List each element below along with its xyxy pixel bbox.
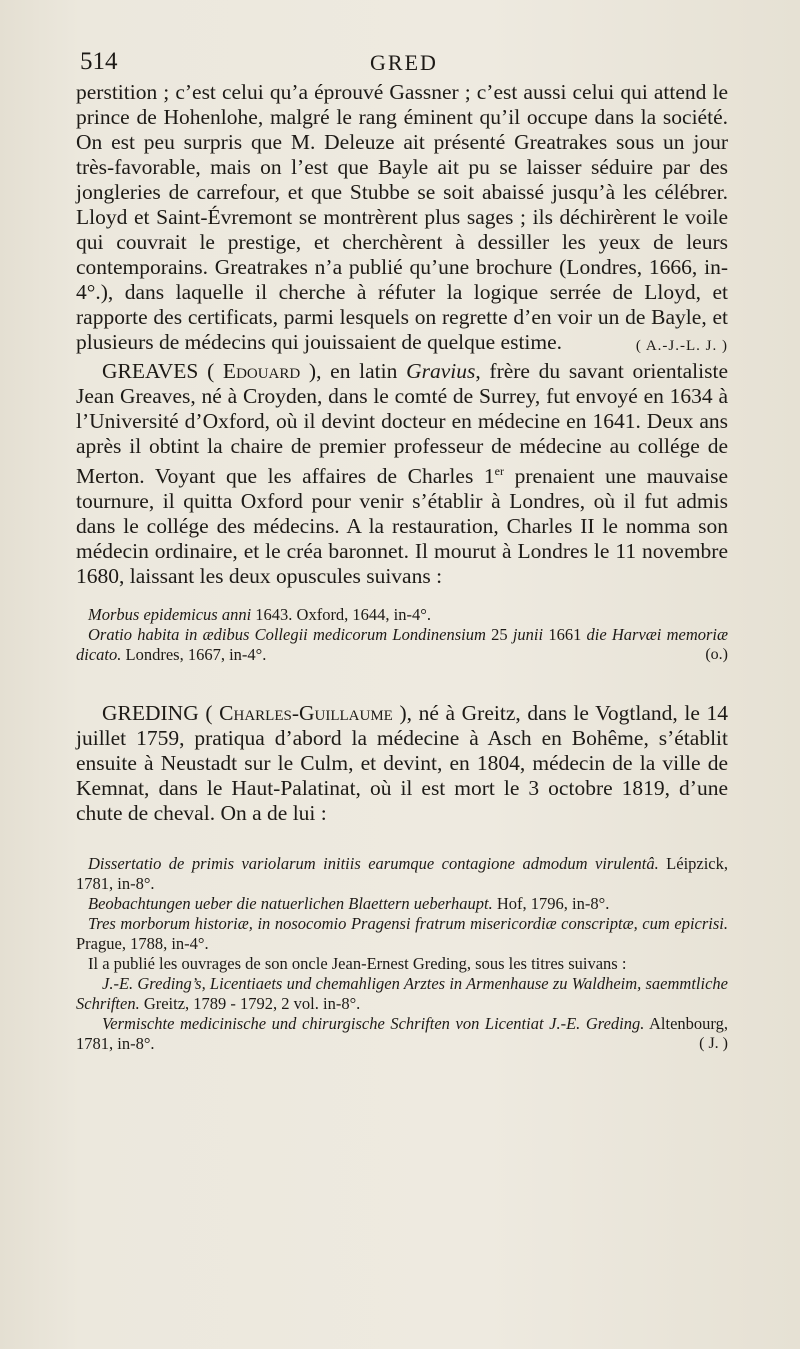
uncle-work-1 [76, 974, 728, 1014]
greding-work-1 [76, 854, 728, 894]
running-head: GRED [370, 50, 438, 75]
greaves-work-1 [76, 605, 728, 625]
greding-entry [76, 701, 728, 826]
work-title-b: junii [512, 625, 544, 645]
greaves-text-b: , frère du savant orientaliste Jean Greaves, né à Croyden, dans le comté de Surrey, fut envoyé en 1634 à l’Université d’Oxford, où il devint docteur en médecine en 1641. Deux ans après il obtint la chaire de premier professeur de médecine au collége de Merton. Voyant que les affaires de Charles 1 [76, 359, 729, 489]
greding-text: , né à Greitz, dans le Vogtland, le 14 juillet 1759, pratiqua d’abord la médecine à Asch en Bohême, s’établit ensuite à Neustadt sur le Culm, et devint, en 1804, médecin de la ville de Kemnat, dans le Haut-Palatinat, où il est mort le 3 octobre 1819, d’une chute de cheval. On a de lui : [76, 701, 728, 826]
greaves-entry [76, 359, 728, 589]
greaves-work-2 [76, 625, 728, 665]
greaves-latin-name: Gravius [406, 359, 476, 383]
work-details: Hof, 1796, in-8°. [492, 894, 610, 914]
greaves-name: GREAVES [102, 359, 199, 383]
work-details: 1643. Oxford, 1644, in-4°. [251, 605, 431, 625]
work-details-c: Londres, 1667, in-4°. [121, 645, 267, 665]
greaves-works [76, 605, 728, 665]
work-details-b: 1661 [543, 625, 587, 645]
greaves-signature: (o.) [705, 646, 728, 664]
intro-text: perstition ; c’est celui qu’a éprouvé Gassner ; c’est aussi celui qui attend le prince de Hohenlohe, malgré le rang éminent qu’il occupe dans la société. On est peu surpris que M. Deleuze ait présenté Greatrakes sous un jour très-favorable, mais on l’est que Bayle ait pu se laisser séduire par des jongleries de carrefour, et que Stubbe se soit abaissé jusqu’à les célébrer. Lloyd et Saint-Évremont se montrèrent plus sages ; ils déchirèrent le voile qui couvrait le prestige, et cherchèrent à dessiller les yeux de leurs contemporains. Greatrakes n’a publié qu’une brochure (Londres, 1666, in-4°.), dans laquelle il cherche à réfuter la logique serrée de Lloyd, et rapporte des certificats, parmi lesquels on regrette d’en voir un de Bayle, et plusieurs de médecins qui jouissaient de quelque estime. [76, 80, 728, 354]
work-title: Dissertatio de primis variolarum initiis earumque contagione admodum virulentâ. [88, 854, 659, 874]
work-title-c: die Harvæi memoriæ dicato. [76, 625, 729, 665]
greaves-text-a: , en latin [316, 359, 407, 383]
greaves-firstname: ( Edouard ) [207, 359, 317, 383]
work-details: Altenbourg, 1781, in-8°. [76, 1014, 728, 1054]
page-number: 514 [80, 48, 118, 75]
page-body [76, 80, 728, 1064]
intro-signature: ( A.-J.-L. J. ) [635, 338, 728, 354]
greding-signature: ( J. ) [699, 1035, 728, 1053]
uncle-work-2 [76, 1014, 728, 1054]
work-title: Beobachtungen ueber die natuerlichen Blaettern ueberhaupt. [88, 894, 493, 914]
greding-work-2 [76, 894, 728, 914]
work-title: Oratio habita in ædibus Collegii medicorum Londinensium [88, 625, 486, 645]
work-title: J.-E. Greding’s, Licentiaets und chemahligen Arztes in Armenhause zu Waldheim, saemmtliche Schriften. [76, 974, 728, 1014]
greding-firstname: ( Charles-Guillaume ) [205, 701, 407, 726]
greding-work-3 [76, 914, 728, 954]
page-header [80, 48, 728, 82]
work-details: Greitz, 1789 - 1792, 2 vol. in-8°. [139, 994, 361, 1014]
greaves-sup: er [494, 464, 504, 478]
work-title: Morbus epidemicus anni [88, 605, 252, 625]
work-title: Vermischte medicinische und chirurgische Schriften von Licentiat J.-E. Greding. [102, 1014, 645, 1034]
intro-paragraph [76, 80, 728, 355]
work-details: Prague, 1788, in-4°. [76, 934, 209, 954]
work-details: Léipzick, 1781, in-8°. [76, 854, 729, 894]
greaves-text-c: prenaient une mauvaise tournure, il quitta Oxford pour venir s’établir à Londres, où il fut admis dans le collége des médecins. A la restauration, Charles II le nomma son médecin ordinaire, et le créa baronnet. Il mourut à Londres le 11 novembre 1680, laissant les deux opuscules suivans : [76, 464, 728, 589]
greding-name: GREDING [102, 701, 199, 726]
work-details: 25 [485, 625, 513, 645]
work-title: Tres morborum historiæ, in nosocomio Pragensi fratrum misericordiæ conscriptæ, cum epicrisi. [88, 914, 728, 934]
greding-note: Il a publié les ouvrages de son oncle Jean-Ernest Greding, sous les titres suivans : [88, 954, 627, 974]
greding-works [76, 854, 728, 1054]
